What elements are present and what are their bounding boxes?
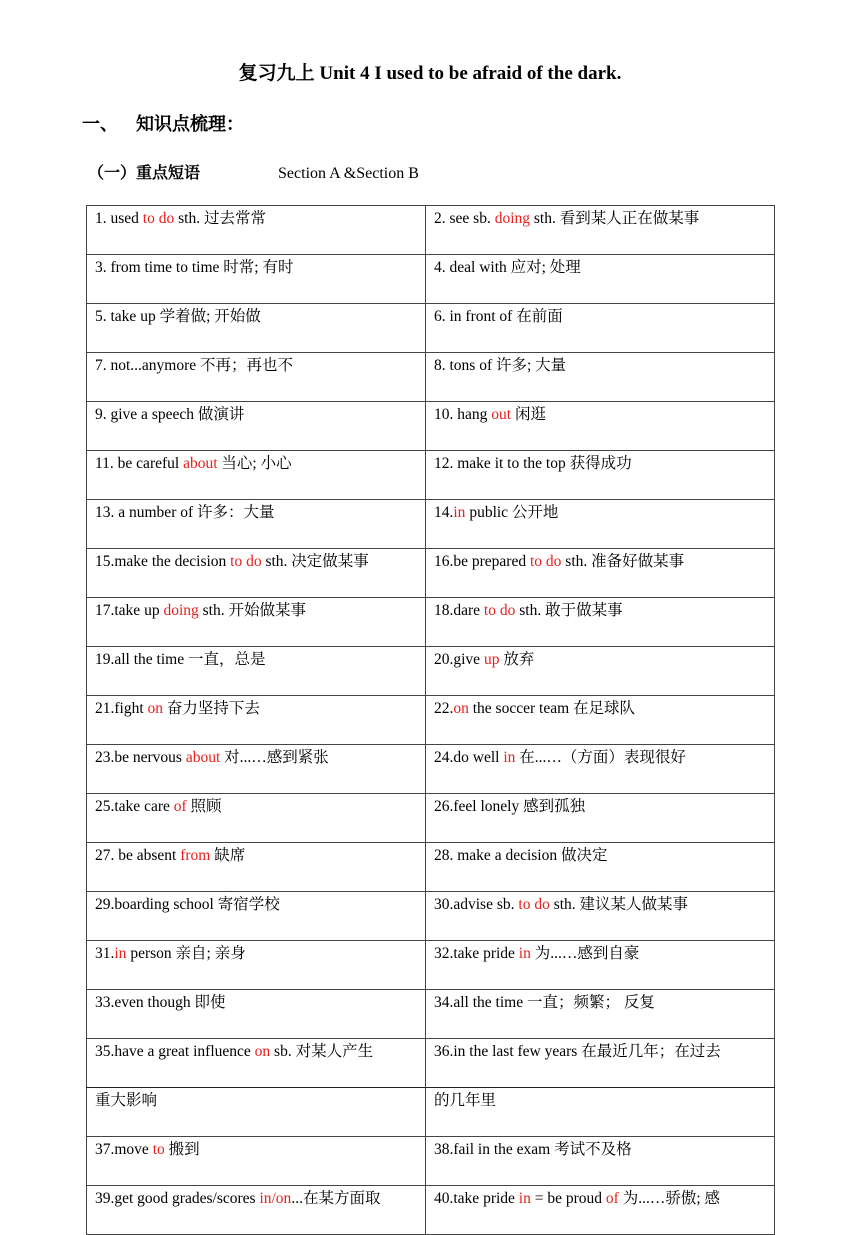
table-cell	[426, 304, 775, 353]
table-row	[87, 304, 775, 353]
phrase-text: 搬到	[164, 1141, 200, 1158]
phrase-text: 24.do well	[434, 749, 504, 766]
phrase-text: 30.advise sb.	[434, 896, 519, 913]
table-cell	[426, 1186, 775, 1235]
phrase-text: 为...…骄傲; 感	[618, 1190, 721, 1207]
phrase-text: = be proud	[530, 1190, 606, 1207]
table-cell	[87, 402, 426, 451]
table-row	[87, 500, 775, 549]
phrase-text: the soccer team 在足球队	[468, 700, 636, 717]
phrase-text: 当心; 小心	[217, 455, 292, 472]
highlighted-keyword: out	[491, 406, 512, 423]
table-row	[87, 1039, 775, 1088]
phrase-text: 34.all the time 一直；频繁； 反复	[434, 994, 655, 1011]
phrase-text: 19.all the time 一直，总是	[95, 651, 266, 668]
table-cell	[87, 206, 426, 255]
phrase-text: sth. 建议某人做某事	[549, 896, 689, 913]
table-row	[87, 1088, 775, 1137]
table-cell	[87, 794, 426, 843]
table-cell	[426, 206, 775, 255]
phrase-text: 14.	[434, 504, 454, 521]
table-cell	[426, 549, 775, 598]
phrase-text: 12. make it to the top 获得成功	[434, 455, 632, 472]
phrase-text: 22.	[434, 700, 454, 717]
phrase-text: 10. hang	[434, 406, 492, 423]
phrase-text: sth. 过去常常	[174, 210, 266, 227]
highlighted-keyword: up	[483, 651, 500, 668]
table-row	[87, 1137, 775, 1186]
table-cell	[87, 892, 426, 941]
table-cell	[426, 696, 775, 745]
table-cell	[87, 255, 426, 304]
subsection-title: （一）重点短语	[88, 165, 201, 182]
highlighted-keyword: to do	[518, 896, 550, 913]
table-cell	[426, 941, 775, 990]
table-cell	[87, 745, 426, 794]
phrase-text: 23.be nervous	[95, 749, 186, 766]
table-row	[87, 206, 775, 255]
table-row	[87, 402, 775, 451]
table-cell	[87, 500, 426, 549]
table-cell	[87, 941, 426, 990]
phrase-text: 38.fail in the exam 考试不及格	[434, 1141, 632, 1158]
phrase-text: 32.take pride	[434, 945, 519, 962]
table-cell	[426, 1088, 775, 1137]
table-row	[87, 647, 775, 696]
table-row	[87, 794, 775, 843]
phrase-text: sth. 看到某人正在做某事	[530, 210, 700, 227]
table-cell	[426, 451, 775, 500]
phrase-text: 为...…感到自豪	[530, 945, 640, 962]
phrase-text: 26.feel lonely 感到孤独	[434, 798, 586, 815]
highlighted-keyword: about	[185, 749, 221, 766]
highlighted-keyword: in	[114, 945, 127, 962]
phrase-text: 20.give	[434, 651, 484, 668]
highlighted-keyword: on	[147, 700, 164, 717]
phrase-text: 8. tons of 许多; 大量	[434, 357, 567, 374]
table-cell	[426, 794, 775, 843]
table-cell	[87, 598, 426, 647]
table-cell	[426, 647, 775, 696]
phrase-text: 的几年里	[434, 1092, 497, 1109]
phrase-text: 2. see sb.	[434, 210, 495, 227]
highlighted-keyword: in	[518, 1190, 531, 1207]
phrase-text: 35.have a great influence	[95, 1043, 255, 1060]
highlighted-keyword: to do	[483, 602, 516, 619]
phrase-text: 5. take up 学着做; 开始做	[95, 308, 261, 325]
phrase-text: sb. 对某人产生	[270, 1043, 374, 1060]
highlighted-keyword: of	[605, 1190, 619, 1207]
phrase-text: sth. 开始做某事	[198, 602, 306, 619]
phrase-table	[86, 205, 775, 1235]
phrase-text: 16.be prepared	[434, 553, 530, 570]
table-cell	[426, 353, 775, 402]
table-row	[87, 745, 775, 794]
table-cell	[87, 304, 426, 353]
phrase-text: 9. give a speech 做演讲	[95, 406, 245, 423]
table-cell	[426, 745, 775, 794]
table-cell	[87, 1039, 426, 1088]
table-row	[87, 255, 775, 304]
phrase-text: person 亲自; 亲身	[126, 945, 246, 962]
table-row	[87, 696, 775, 745]
phrase-text: 17.take up	[95, 602, 164, 619]
phrase-text: 闲逛	[511, 406, 546, 423]
phrase-text: 3. from time to time 时常; 有时	[95, 259, 294, 276]
subsection-range: Section A &Section B	[278, 165, 419, 182]
table-cell	[87, 1088, 426, 1137]
table-row	[87, 990, 775, 1039]
phrase-text: sth. 准备好做某事	[561, 553, 685, 570]
document-title: 复习九上 Unit 4 I used to be afraid of the dark.	[238, 63, 622, 84]
section-title: 知识点梳理：	[136, 114, 244, 134]
table-cell	[87, 647, 426, 696]
highlighted-keyword: about	[183, 455, 218, 472]
highlighted-keyword: in	[453, 504, 466, 521]
table-cell	[426, 1137, 775, 1186]
section-heading	[82, 110, 244, 136]
subsection-heading	[88, 160, 419, 183]
phrase-text: 33.even though 即使	[95, 994, 226, 1011]
phrase-text: 奋力坚持下去	[163, 700, 260, 717]
table-cell	[87, 843, 426, 892]
table-cell	[87, 549, 426, 598]
highlighted-keyword: to do	[230, 553, 262, 570]
table-cell	[87, 451, 426, 500]
table-row	[87, 451, 775, 500]
phrase-text: 18.dare	[434, 602, 484, 619]
table-cell	[87, 353, 426, 402]
phrase-text: 27. be absent	[95, 847, 181, 864]
highlighted-keyword: in	[503, 749, 516, 766]
table-row	[87, 892, 775, 941]
phrase-table-body	[87, 206, 775, 1235]
table-row	[87, 549, 775, 598]
phrase-text: 25.take care	[95, 798, 174, 815]
highlighted-keyword: of	[173, 798, 187, 815]
phrase-text: 缺席	[210, 847, 246, 864]
phrase-text: 36.in the last few years 在最近几年；在过去	[434, 1043, 721, 1060]
phrase-text: 在...…（方面）表现很好	[515, 749, 686, 766]
phrase-text: sth. 敢于做某事	[515, 602, 623, 619]
phrase-text: sth. 决定做某事	[261, 553, 369, 570]
phrase-text: 31.	[95, 945, 115, 962]
table-row	[87, 353, 775, 402]
highlighted-keyword: on	[254, 1043, 271, 1060]
phrase-text: public 公开地	[465, 504, 559, 521]
phrase-text: ...在某方面取	[291, 1190, 381, 1207]
phrase-text: 4. deal with 应对; 处理	[434, 259, 581, 276]
highlighted-keyword: to	[152, 1141, 165, 1158]
table-cell	[426, 1039, 775, 1088]
highlighted-keyword: in	[518, 945, 531, 962]
table-cell	[426, 255, 775, 304]
phrase-text: 11. be careful	[95, 455, 184, 472]
phrase-text: 37.move	[95, 1141, 153, 1158]
table-cell	[426, 843, 775, 892]
highlighted-keyword: from	[180, 847, 211, 864]
phrase-text: 重大影响	[95, 1092, 158, 1109]
highlighted-keyword: doing	[163, 602, 199, 619]
phrase-text: 40.take pride	[434, 1190, 519, 1207]
highlighted-keyword: to do	[529, 553, 562, 570]
table-cell	[87, 696, 426, 745]
table-cell	[426, 892, 775, 941]
highlighted-keyword: in/on	[259, 1190, 292, 1207]
table-row	[87, 941, 775, 990]
table-cell	[426, 500, 775, 549]
phrase-text: 15.make the decision	[95, 553, 231, 570]
phrase-text: 28. make a decision 做决定	[434, 847, 608, 864]
highlighted-keyword: on	[453, 700, 469, 717]
phrase-text: 1. used	[95, 210, 143, 227]
highlighted-keyword: doing	[494, 210, 531, 227]
table-cell	[87, 1137, 426, 1186]
section-number: 一、	[82, 114, 118, 134]
table-cell	[426, 402, 775, 451]
phrase-text: 29.boarding school 寄宿学校	[95, 896, 280, 913]
table-row	[87, 598, 775, 647]
table-cell	[426, 990, 775, 1039]
phrase-text: 13. a number of 许多：大量	[95, 504, 275, 521]
table-cell	[426, 598, 775, 647]
phrase-text: 7. not...anymore 不再；再也不	[95, 357, 294, 374]
phrase-text: 39.get good grades/scores	[95, 1190, 260, 1207]
table-row	[87, 843, 775, 892]
table-row	[87, 1186, 775, 1235]
phrase-text: 放弃	[499, 651, 535, 668]
phrase-text: 照顾	[186, 798, 222, 815]
highlighted-keyword: to do	[142, 210, 175, 227]
phrase-text: 21.fight	[95, 700, 148, 717]
table-cell	[87, 990, 426, 1039]
phrase-text: 对...…感到紧张	[220, 749, 329, 766]
table-cell	[87, 1186, 426, 1235]
phrase-text: 6. in front of 在前面	[434, 308, 563, 325]
